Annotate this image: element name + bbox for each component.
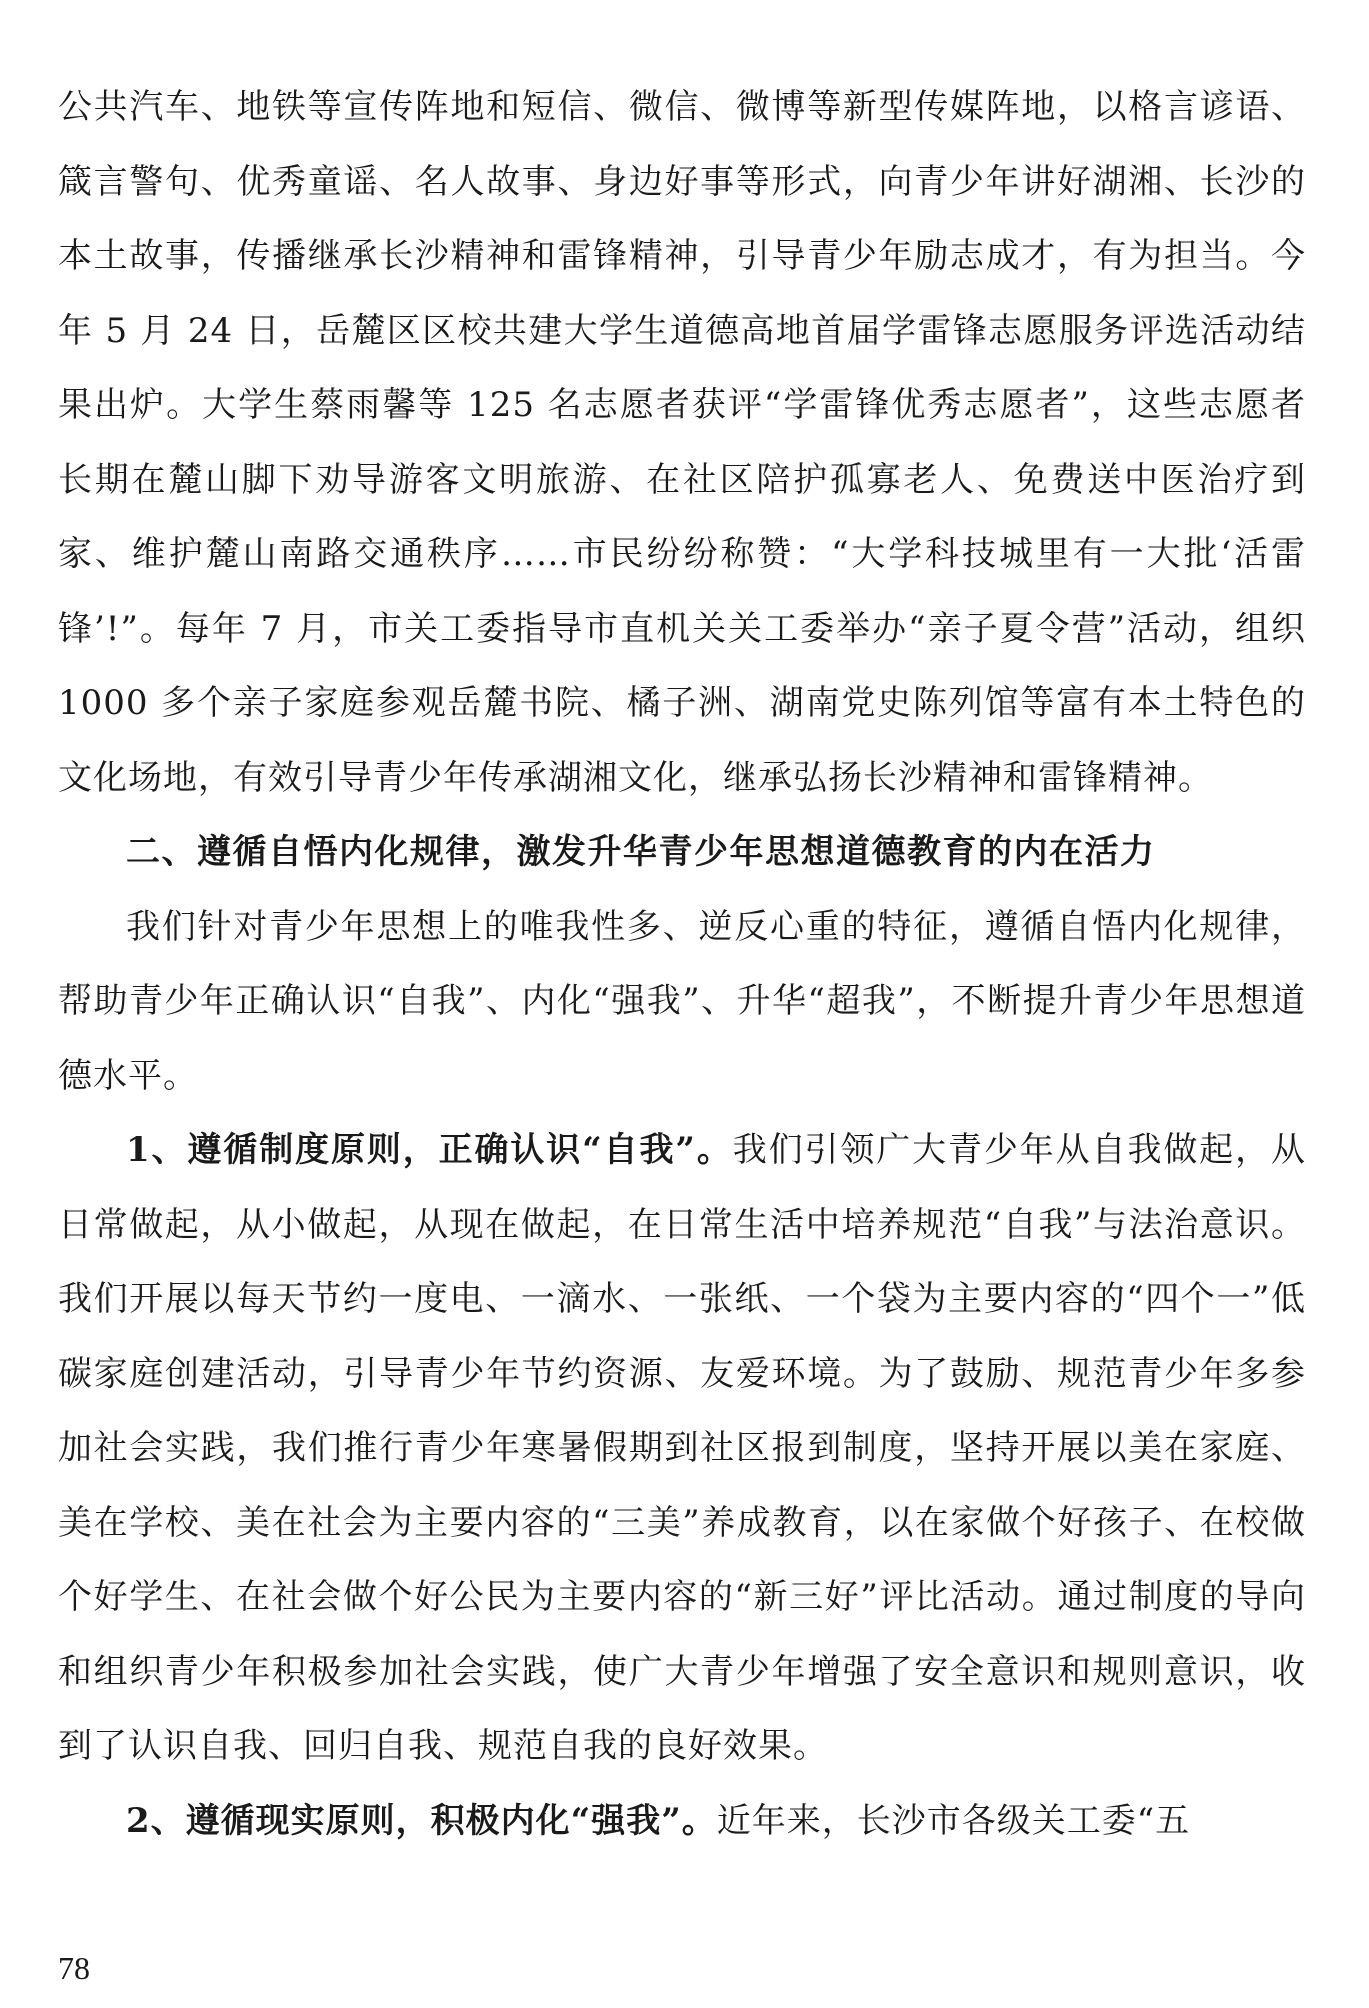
paragraph-text: 我们引领广大青少年从自我做起，从日常做起，从小做起，从现在做起，在日常生活中培养规范“自我”与法治意识。我们开展以每天节约一度电、一滴水、一张纸、一个袋为主要内容的“四个一”低碳家庭创建活动，引导青少年节约资源、友爱环境。为了鼓励、规范青少年多参加社会实践，我们推行青少年寒暑假期到社区报到制度，坚持开展以美在家庭、美在学校、美在社会为主要内容的“三美”养成教育，以在家做个好孩子、在校做个好学生、在社会做个好公民为主要内容的“新三好”评比活动。通过制度的导向和组织青少年积极参加社会实践，使广大青少年增强了安全意识和规则意识，收到了认识自我、回归自我、规范自我的良好效果。 — [58, 1130, 1306, 1766]
page-number: 78 — [58, 1950, 90, 1986]
body-paragraph — [58, 1784, 1306, 1859]
document-page — [58, 70, 1306, 1858]
paragraph-text: 近年来，长沙市各级关工委“五 — [716, 1800, 1191, 1841]
body-paragraph: 公共汽车、地铁等宣传阵地和短信、微信、微博等新型传媒阵地，以格言谚语、箴言警句、优秀童谣、名人故事、身边好事等形式，向青少年讲好湖湘、长沙的本土故事，传播继承长沙精神和雷锋精神，引导青少年励志成才，有为担当。今年 5 月 24 日，岳麓区区校共建大学生道德高地首届学雷锋志愿服务评选活动结果出炉。大学生蔡雨馨等 125 名志愿者获评“学雷锋优秀志愿者”，这些志愿者长期在麓山脚下劝导游客文明旅游、在社区陪护孤寡老人、免费送中医治疗到家、维护麓山南路交通秩序……市民纷纷称赞：“大学科技城里有一大批‘活雷锋’!”。每年 7 月，市关工委指导市直机关关工委举办“亲子夏令营”活动，组织 1000 多个亲子家庭参观岳麓书院、橘子洲、湖南党史陈列馆等富有本土特色的文化场地，有效引导青少年传承湖湘文化，继承弘扬长沙精神和雷锋精神。 — [58, 87, 1306, 798]
body-paragraph: 我们针对青少年思想上的唯我性多、逆反心重的特征，遵循自悟内化规律，帮助青少年正确认识“自我”、内化“强我”、升华“超我”，不断提升青少年思想道德水平。 — [58, 906, 1306, 1096]
subsection-lead: 1、遵循制度原则，正确认识“自我”。 — [126, 1130, 733, 1170]
subsection-lead: 2、遵循现实原则，积极内化“强我”。 — [126, 1800, 717, 1841]
section-heading: 二、遵循自悟内化规律，激发升华青少年思想道德教育的内在活力 — [126, 832, 1156, 872]
body-paragraph — [58, 1113, 1306, 1784]
